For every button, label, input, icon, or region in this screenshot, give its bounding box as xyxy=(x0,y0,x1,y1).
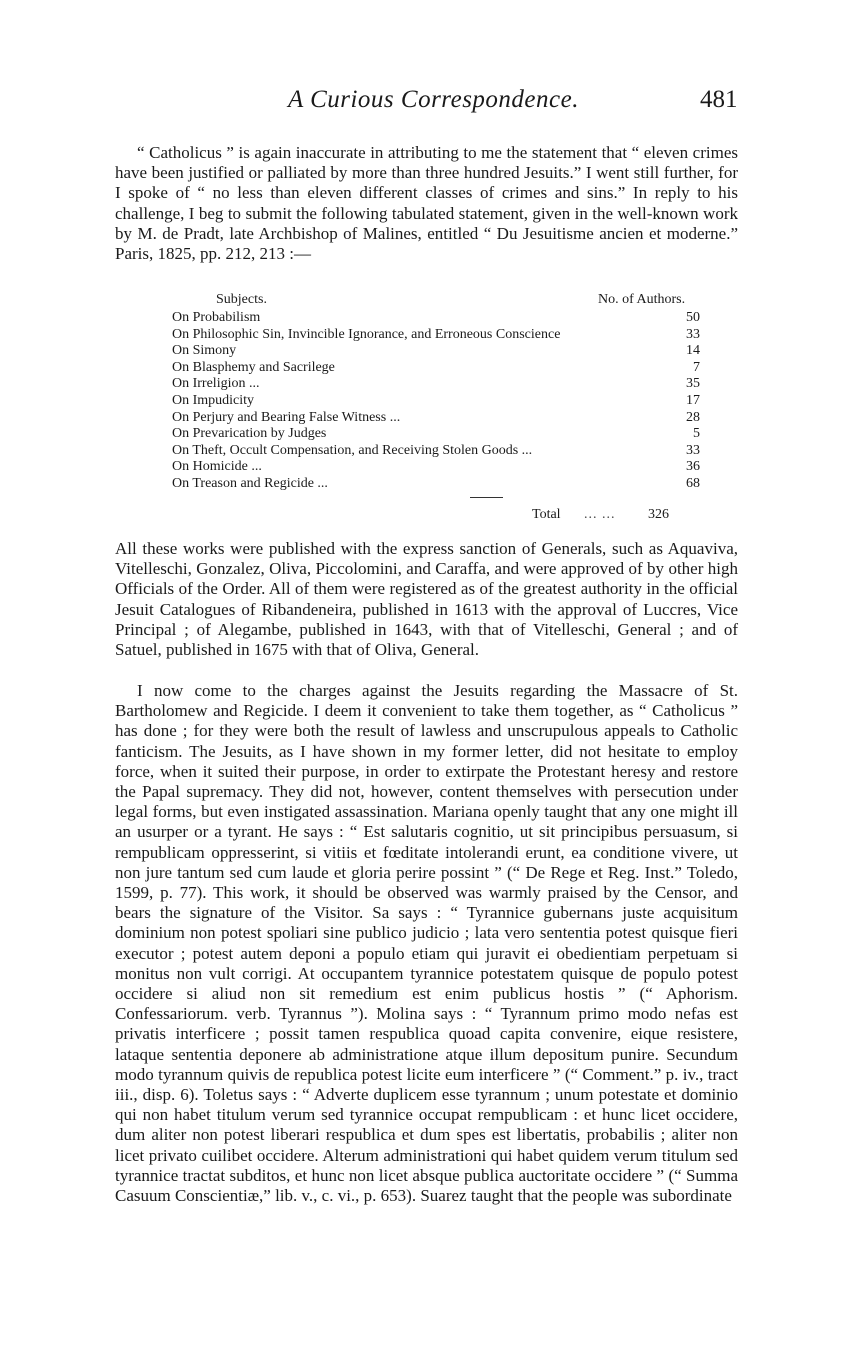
total-value: 326 xyxy=(648,507,669,522)
row-count: 50 xyxy=(686,310,700,325)
page-number: 481 xyxy=(700,86,738,113)
row-count: 35 xyxy=(686,376,700,392)
row-subject: On Probabilism xyxy=(172,310,261,325)
row-count: 5 xyxy=(693,426,700,442)
row-subject: On Prevarication by Judges xyxy=(172,426,327,442)
table-row xyxy=(172,376,712,393)
row-count: 28 xyxy=(686,409,700,425)
row-subject: On Theft, Occult Compensation, and Receiving Stolen Goods ... xyxy=(172,442,533,458)
table-row xyxy=(172,343,712,360)
table-row xyxy=(172,393,712,410)
row-count: 68 xyxy=(686,475,700,491)
column-header-authors: No. of Authors. xyxy=(598,292,686,307)
row-subject: On Impudicity xyxy=(172,392,255,408)
column-header-subjects: Subjects. xyxy=(216,292,267,307)
authors-table xyxy=(172,292,712,493)
table-header xyxy=(172,292,712,310)
table-row xyxy=(172,476,712,493)
table-row xyxy=(172,410,712,427)
row-count: 14 xyxy=(686,343,700,359)
row-subject: On Homicide ... xyxy=(172,459,262,475)
table-row xyxy=(172,426,712,443)
row-count: 7 xyxy=(693,359,700,375)
running-head xyxy=(0,86,852,116)
table-row xyxy=(172,459,712,476)
table-row xyxy=(172,310,712,327)
paragraph-intro: “ Catholicus ” is again inaccurate in attributing to me the statement that “ eleven crimes have been justified or palliated by more than three hundred Jesuits.” I went still further, for I spoke of “ no less than eleven different classes of crimes and sins.” In reply to his challenge, I beg to submit the following tabulated statement, given in the well-known work by M. de Pradt, late Archbishop of Malines, entitled “ Du Jesuitisme ancien et moderne.” Paris, 1825, pp. 212, 213 :— xyxy=(115,143,738,264)
row-subject: On Treason and Regicide ... xyxy=(172,475,328,491)
running-title: A Curious Correspondence. xyxy=(288,86,579,113)
row-subject: On Simony xyxy=(172,343,237,359)
paragraph-sanction: All these works were published with the express sanction of Generals, such as Aquaviva, Vitelleschi, Gonzalez, Oliva, Piccolomini, and Caraffa, and were approved of by other high Officials of the Order. All of them were registered as of the greatest authority in the official Jesuit Catalogues of Ribandeneira, published in 1613 with the approval of Luccres, Vice Principal ; of Alegambe, published in 1643, with that of Vitelleschi, General ; and of Satuel, published in 1675 with that of Oliva, General. xyxy=(115,539,738,660)
row-count: 36 xyxy=(686,459,700,475)
paragraph-regicide: I now come to the charges against the Jesuits regarding the Massacre of St. Bartholomew and Regicide. I deem it convenient to take them together, as “ Catholicus ” has done ; for they were both the result of lawless and unscrupulous appeals to Catholic fanticism. The Jesuits, as I have shown in my former letter, did not hesitate to employ force, when it suited their purpose, in order to extirpate the Protestant heresy and restore the Papal supremacy. They did not, however, content themselves with persecution under legal forms, but even instigated assassination. Mariana openly taught that any one might ill an usurper or a tyrant. He says : “ Est salutaris cognitio, ut sit principibus persuasum, si rempublicam oppresserint, si vitiis et fœditate intolerandi erunt, ea conditione vivere, ut non jure tantum sed cum laude et gloria perire possint ” (“ De Rege et Reg. Inst.” Toledo, 1599, p. 77). This work, it should be observed was warmly praised by the Censor, and bears the signature of the Visitor. Sa says : “ Tyrannice gubernans juste acquisitum dominium non potest spoliari sine publico judicio ; lata vero sententia potest quisque fieri executor ; potest autem deponi a populo etiam qui juravit ei obedientiam perpetuam si monitus non vult corrigi. At occupantem tyrannice potestatem quisque de populo potest occidere si aliud non sit remedium est enim publicus hostis ” (“ Aphorism. Confessariorum. verb. Tyrannus ”). Molina says : “ Tyrannum primo modo nefas est privatis interficere ; possit tamen respublica quoad capita convenire, eique resistere, lataque sententia deponere ab administratione atque illum depositum punire. Secundum modo tyrannum quivis de republica potest licite eum interficere ” (“ Comment.” p. iv., tract iii., disp. 6). Toletus says : “ Adverte duplicem esse tyrannum ; unum potestate et dominio qui non habet titulum verum sed tyrannice occupat rempublicam : et hunc licet occidere, dum aliter non potest liberari respublica et dum spes est libertatis, probabilis ; aliter non licet privato cuilibet occidere. Alterum administrationi qui habet quidem verum titulum sed tyrannice tractat subditos, et hunc non licet absque publica auctoritate occidere ” (“ Summa Casuum Conscientiæ,” lib. v., c. vi., p. 653). Suarez taught that the people was subordinate xyxy=(115,681,738,1206)
row-count: 17 xyxy=(686,392,700,408)
row-subject: On Blasphemy and Sacrilege xyxy=(172,359,335,375)
row-count: 33 xyxy=(686,442,700,458)
total-label: Total xyxy=(532,507,561,522)
table-row xyxy=(172,443,712,460)
row-subject: On Philosophic Sin, Invincible Ignorance, and Erroneous Conscience xyxy=(172,326,561,342)
total-leader-dots: ... ... xyxy=(584,507,616,522)
row-subject: On Perjury and Bearing False Witness ... xyxy=(172,409,401,425)
table-row xyxy=(172,327,712,344)
row-count: 33 xyxy=(686,326,700,342)
row-subject: On Irreligion ... xyxy=(172,376,260,392)
total-row xyxy=(172,507,712,525)
table-row xyxy=(172,360,712,377)
total-rule xyxy=(470,497,503,498)
